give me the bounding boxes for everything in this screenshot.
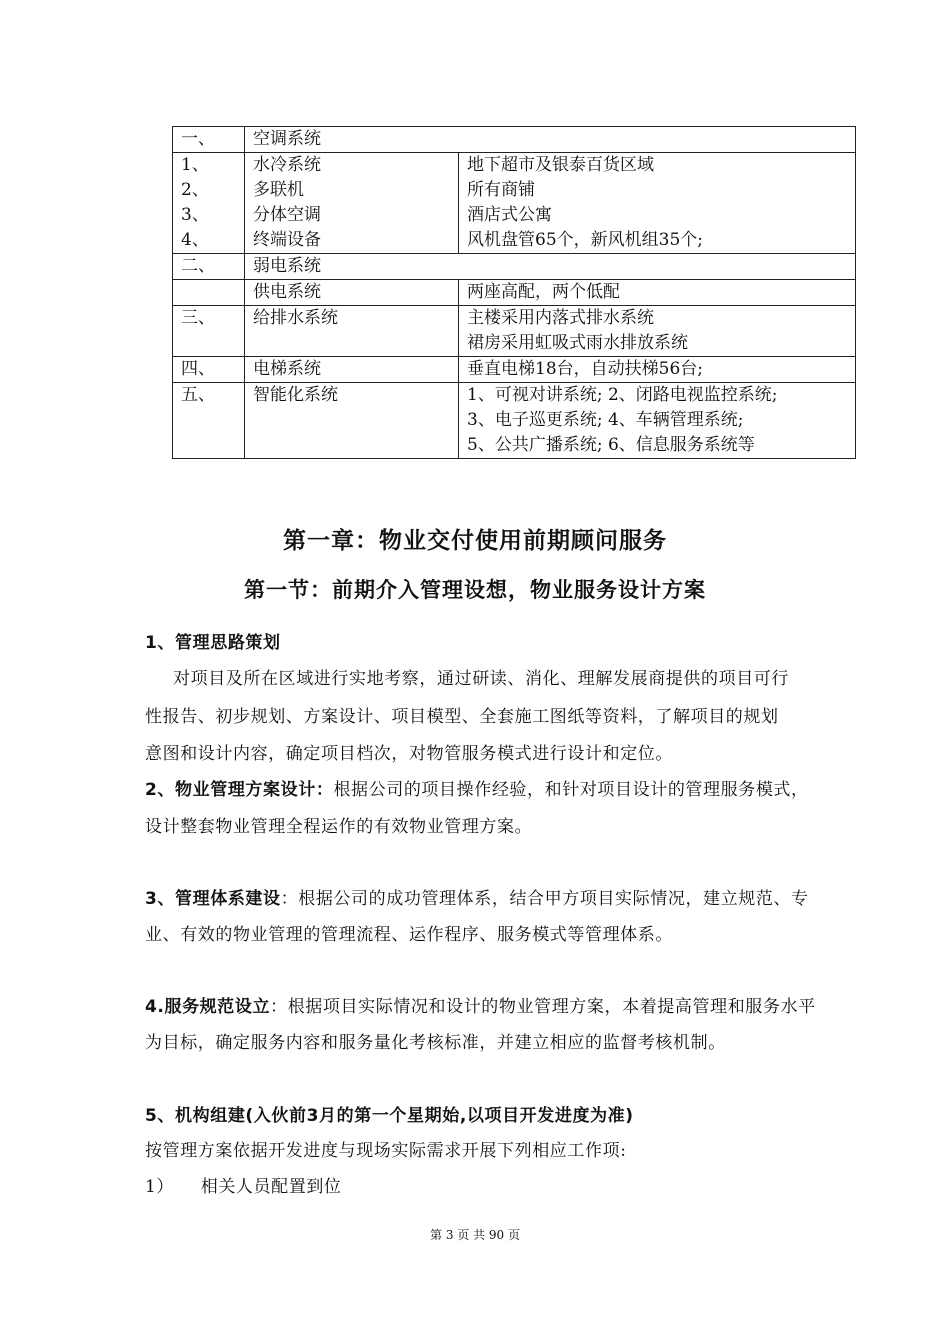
row-system-name: 空调系统 <box>245 127 856 153</box>
item-1-heading: 1、管理思路策划 <box>145 633 281 653</box>
table-row <box>173 153 856 254</box>
sub-system-name: 多联机 <box>253 180 304 200</box>
sub-number: 4、 <box>181 230 209 250</box>
description-line: 1、可视对讲系统; 2、闭路电视监控系统; <box>467 385 778 405</box>
section-title: 第一节：前期介入管理设想，物业服务设计方案 <box>244 578 706 602</box>
page-footer: 第 3 页 共 90 页 <box>430 1228 520 1242</box>
table-row <box>173 280 856 306</box>
item-4-text: ：根据项目实际情况和设计的物业管理方案，本着提高管理和服务水平 <box>270 997 816 1017</box>
item-4-heading: 4.服务规范设立 <box>145 997 271 1017</box>
sub-number: 1、 <box>181 155 209 175</box>
sub-system-name: 分体空调 <box>253 205 321 225</box>
table-row <box>173 306 856 357</box>
description-line: 垂直电梯18台，自动扶梯56台; <box>467 359 703 379</box>
table-row <box>173 127 856 153</box>
row-number <box>173 153 245 254</box>
row-description <box>459 306 856 357</box>
item-4-text-line: 为目标，确定服务内容和服务量化考核标准，并建立相应的监督考核机制。 <box>145 1033 726 1053</box>
row-system-name: 供电系统 <box>245 280 459 306</box>
sub-system-name: 水冷系统 <box>253 155 321 175</box>
description-line: 主楼采用内落式排水系统 <box>467 308 654 328</box>
chapter-title: 第一章：物业交付使用前期顾问服务 <box>283 528 667 554</box>
item-2-heading: 2、物业管理方案设计： <box>145 780 334 800</box>
item-3-text: ：根据公司的成功管理体系，结合甲方项目实际情况，建立规范、专 <box>280 889 809 909</box>
row-system-name: 弱电系统 <box>245 254 856 280</box>
description-line: 两座高配，两个低配 <box>467 282 620 302</box>
table-row <box>173 383 856 459</box>
systems-table <box>172 126 856 459</box>
row-number <box>173 280 245 306</box>
table-row <box>173 254 856 280</box>
description-line: 3、电子巡更系统; 4、车辆管理系统; <box>467 410 744 430</box>
description-line: 风机盘管65个，新风机组35个; <box>467 230 703 250</box>
description-line: 地下超市及银泰百货区域 <box>467 155 654 175</box>
item-5-subitem: 1） 相关人员配置到位 <box>145 1177 342 1197</box>
item-2-paragraph <box>145 775 885 800</box>
item-2-text-line: 设计整套物业管理全程运作的有效物业管理方案。 <box>145 817 533 837</box>
description-line: 裙房采用虹吸式雨水排放系统 <box>467 333 688 353</box>
item-5-heading: 5、机构组建(入伙前3月的第一个星期始,以项目开发进度为准) <box>145 1106 634 1126</box>
item-1-text-line: 对项目及所在区域进行实地考察，通过研读、消化、理解发展商提供的项目可行 <box>173 669 789 689</box>
row-description <box>459 280 856 306</box>
row-number: 五、 <box>173 383 245 459</box>
row-system-name: 智能化系统 <box>245 383 459 459</box>
sub-number: 2、 <box>181 180 209 200</box>
description-line: 5、公共广播系统; 6、信息服务系统等 <box>467 435 755 455</box>
sub-system-name: 终端设备 <box>253 230 321 250</box>
description-line: 酒店式公寓 <box>467 205 552 225</box>
item-3-paragraph <box>145 884 885 909</box>
row-description <box>459 383 856 459</box>
table-row <box>173 357 856 383</box>
row-number: 四、 <box>173 357 245 383</box>
item-4-paragraph <box>145 992 885 1017</box>
row-description <box>459 357 856 383</box>
item-1-text-line: 性报告、初步规划、方案设计、项目模型、全套施工图纸等资料，了解项目的规划 <box>145 707 779 727</box>
item-2-text: 根据公司的项目操作经验，和针对项目设计的管理服务模式， <box>333 780 809 800</box>
row-number: 三、 <box>173 306 245 357</box>
item-3-text-line: 业、有效的物业管理的管理流程、运作程序、服务模式等管理体系。 <box>145 925 673 945</box>
item-1-text-line: 意图和设计内容，确定项目档次，对物管服务模式进行设计和定位。 <box>145 744 673 764</box>
sub-number: 3、 <box>181 205 209 225</box>
item-5-text-line: 按管理方案依据开发进度与现场实际需求开展下列相应工作项: <box>145 1141 627 1161</box>
row-system-name: 电梯系统 <box>245 357 459 383</box>
row-system-name: 给排水系统 <box>245 306 459 357</box>
description-line: 所有商铺 <box>467 180 535 200</box>
row-number: 一、 <box>173 127 245 153</box>
row-description <box>459 153 856 254</box>
row-number: 二、 <box>173 254 245 280</box>
row-system-name <box>245 153 459 254</box>
item-3-heading: 3、管理体系建设 <box>145 889 281 909</box>
